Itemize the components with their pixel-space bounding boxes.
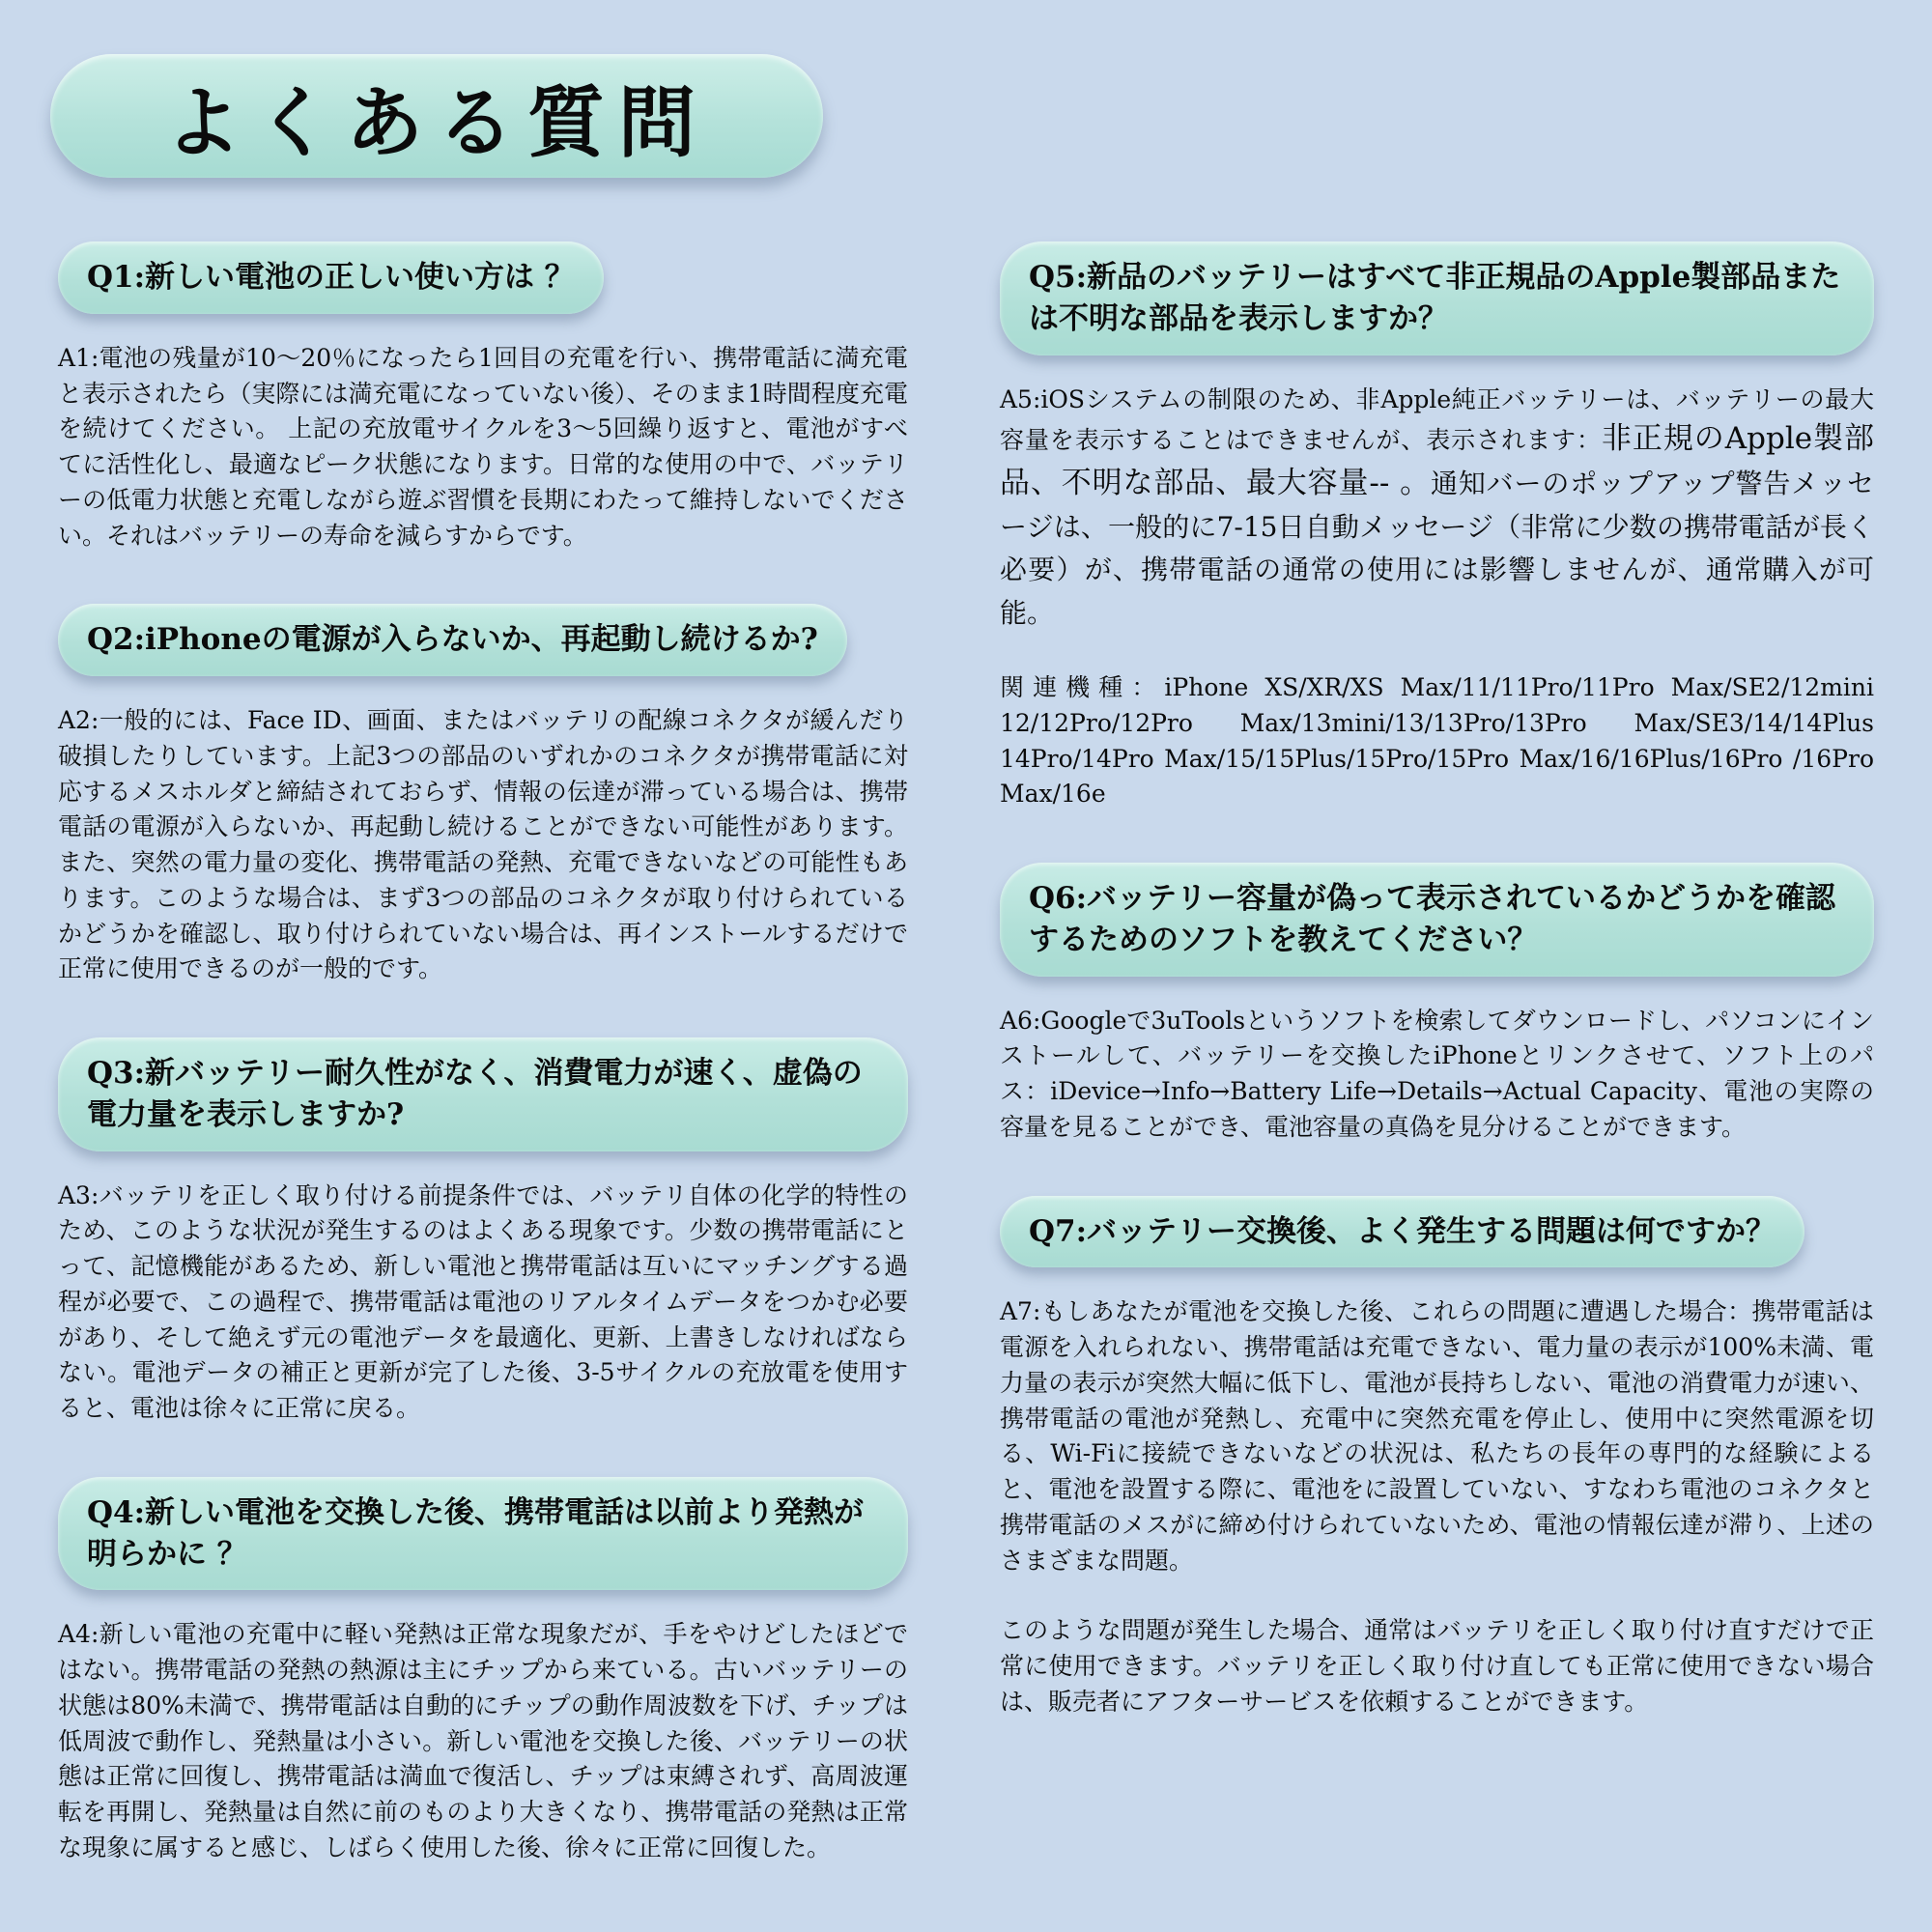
faq-item-q6 (1000, 863, 1874, 1146)
faq-column-left (58, 242, 908, 1917)
faq-column-right (1000, 242, 1874, 1917)
question-text-q5: Q5:新品のバッテリーはすべて非正規品のApple製部品または不明な部品を表示しますか？ (1029, 260, 1841, 336)
question-text-q2: Q2:iPhoneの電源が入らないか、再起動し続けるか? (87, 622, 818, 658)
answer-text-q4: A4:新しい電池の充電中に軽い発熱は正常な現象だが、手をやけどしたほどではない。携帯電話の発熱の熱源は主にチップから来ている。古いバッテリーの状態は80%未満で、携帯電話は自動的にチップの動作周波数を下げ、チップは低周波で動作し、発熱量は小さい。新しい電池を交換した後、バッテリーの状態は正常に回復し、携帯電話は満血で復活し、チップは束縛されず、高周波運転を再開し、発熱量は自然に前のものより大きくなり、携帯電話の発熱は正常な現象に属すると感じ、しばらく使用した後、徐々に正常に回復した。 (58, 1620, 908, 1861)
faq-item-q1 (58, 242, 908, 554)
page-title-pill (50, 54, 823, 178)
answer-q5-highlight: 非正規のApple製部品、不明な部品、最大容量-- 。 (1000, 421, 1874, 500)
question-pill-q6 (1000, 863, 1874, 977)
answer-text-q2: A2:一般的には、Face ID、画面、またはバッテリの配線コネクタが緩んだり破損したりしています。上記3つの部品のいずれかのコネクタが携帯電話に対応するメスホルダと締結されておらず、情報の伝達が滞っている場合は、携帯電話の電源が入らないか、再起動し続けることができない可能性があります。また、突然の電力量の変化、携帯電話の発熱、充電できないなどの可能性もあります。このような場合は、まず3つの部品のコネクタが取り付けられているかどうかを確認し、取り付けられていない場合は、再インストールするだけで正常に使用できるのが一般的です。 (58, 706, 908, 983)
question-text-q3: Q3:新バッテリー耐久性がなく、消費電力が速く、虚偽の電力量を表示しますか? (87, 1056, 863, 1132)
question-pill-q7 (1000, 1196, 1804, 1268)
answer-q5-rest: 通知バーのポップアップ警告メッセージは、一般的に7-15日自動メッセージ（非常に少数の携帯電話が長く必要）が、携帯電話の通常の使用には影響しませんが、通常購入が可能。 (1000, 467, 1874, 630)
question-pill-q3 (58, 1037, 908, 1151)
answer-text-q1: A1:電池の残量が10〜20％になったら1回目の充電を行い、携帯電話に満充電と表示されたら（実際には満充電になっていない後）、そのまま1時間程度充電を続けてください。 上記の充放電サイクルを3〜5回繰り返すと、電池がすべてに活性化し、最適なピーク状態になります。日常的な使用の中で、バッテリーの低電力状態と充電しながら遊ぶ習慣を長期にわたって維持しないでください。それはバッテリーの寿命を減らすからです。 (58, 343, 908, 550)
question-pill-q1 (58, 242, 604, 314)
question-pill-q4 (58, 1477, 908, 1591)
faq-columns (58, 242, 1874, 1917)
question-pill-q2 (58, 604, 847, 676)
answer-text-q5 (1000, 383, 1874, 637)
page-title: よくある質問 (164, 76, 709, 168)
faq-item-q7 (1000, 1196, 1874, 1720)
faq-item-q2 (58, 604, 908, 987)
answer-text-q7-part1: A7:もしあなたが電池を交換した後、これらの問題に遭遇した場合：携帯電話は電源を入れられない、携帯電話は充電できない、電力量の表示が100%未満、電力量の表示が突然大幅に低下し、電池が長持ちしない、電池の消費電力が速い、携帯電話の電池が発熱し、充電中に突然充電を停止し、使用中に突然電源を切る、Wi-Fiに接続できないなどの状況は、私たちの長年の専門的な経験によると、電池を設置する際に、電池をに設置していない、すなわち電池のコネクタと携帯電話のメスがに締め付けられていないため、電池の情報伝達が滞り、上述のさまざまな問題。 (1000, 1297, 1874, 1575)
question-text-q1: Q1:新しい電池の正しい使い方は ？ (87, 260, 575, 295)
question-pill-q5 (1000, 242, 1874, 355)
question-text-q6: Q6:バッテリー容量が偽って表示されているかどうかを確認するためのソフトを教えてください？ (1029, 881, 1836, 957)
related-models-text: 関連機種：iPhone XS/XR/XS Max/11/11Pro/11Pro Max/SE2/12mini 12/12Pro/12Pro Max/13mini/13/13Pro/13Pro Max/SE3/14/14Plus 14Pro/14Pro Max/15/15Plus/15Pro/15Pro Max/16/16Plus/16Pro /16Pro Max/16e (1000, 673, 1874, 809)
answer-text-q3: A3:バッテリを正しく取り付ける前提条件では、バッテリ自体の化学的特性のため、このような状況が発生するのはよくある現象です。少数の携帯電話にとって、記憶機能があるため、新しい電池と携帯電話は互いにマッチングする過程が必要で、この過程で、携帯電話は電池のリアルタイムデータをつかむ必要があり、そして絶えず元の電池データを最適化、更新、上書きしなければならない。電池データの補正と更新が完了した後、3-5サイクルの充放電を使用すると、電池は徐々に正常に戻る。 (58, 1180, 908, 1423)
faq-item-q5 (1000, 242, 1874, 812)
question-text-q4: Q4:新しい電池を交換した後、携帯電話は以前より発熱が明らかに ？ (87, 1494, 865, 1572)
answer-q5-intro: A5:iOSシステムの制限のため、非Apple純正バッテリーは、バッテリーの最大容量を表示することはできませんが、表示されます： (1000, 384, 1874, 455)
faq-item-q3 (58, 1037, 908, 1427)
question-text-q7: Q7:バッテリー交換後、よく発生する問題は何ですか？ (1029, 1213, 1776, 1249)
answer-text-q6: A6:Googleで3uToolsというソフトを検索してダウンロードし、パソコンにインストールして、バッテリーを交換したiPhoneとリンクさせて、ソフト上のパス：iDevice→Info→Battery Life→Details→Actual Capacity、電池の実際の容量を見ることができ、電池容量の真偽を見分けることができます。 (1000, 1006, 1874, 1141)
faq-item-q4 (58, 1477, 908, 1866)
answer-text-q7-part2: このような問題が発生した場合、通常はバッテリを正しく取り付け直すだけで正常に使用できます。バッテリを正しく取り付け直しても正常に使用できない場合は、販売者にアフターサービスを依頼することができます。 (1000, 1616, 1874, 1716)
